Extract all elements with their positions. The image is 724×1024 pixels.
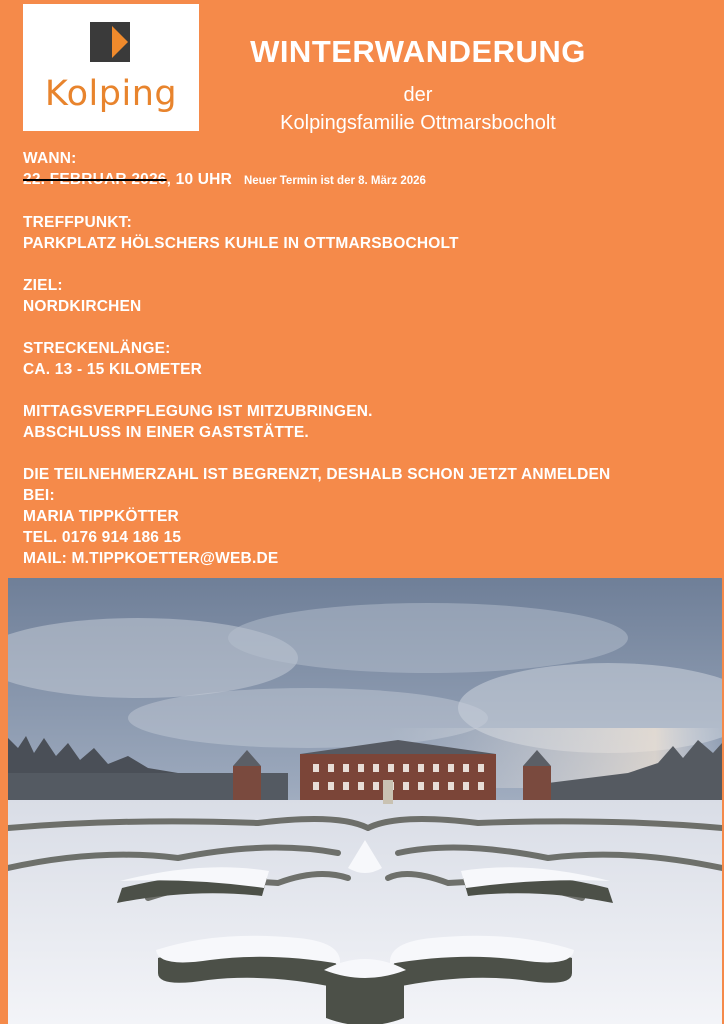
abschluss-text: ABSCHLUSS IN EINER GASTSTÄTTE. bbox=[23, 424, 309, 441]
flyer-title: WINTERWANDERUNG bbox=[250, 34, 586, 69]
strecke-value: CA. 13 - 15 KILOMETER bbox=[23, 361, 203, 378]
treffpunkt-label: TREFFPUNKT: bbox=[23, 214, 132, 231]
wann-label: WANN: bbox=[23, 150, 77, 167]
wann-line bbox=[23, 170, 426, 191]
logo-wordmark: Kolping bbox=[44, 74, 178, 114]
anmeldung-bei: BEI: bbox=[23, 487, 55, 504]
contact-phone: TEL. 0176 914 186 15 bbox=[23, 529, 182, 546]
ziel-value: NORDKIRCHEN bbox=[23, 298, 142, 315]
verpflegung-text: MITTAGSVERPFLEGUNG IST MITZUBRINGEN. bbox=[23, 403, 373, 420]
castle-winter-photo bbox=[8, 578, 722, 1024]
new-date-note: Neuer Termin ist der 8. März 2026 bbox=[243, 175, 426, 187]
treffpunkt-value: PARKPLATZ HÖLSCHERS KUHLE IN OTTMARSBOCHOLT bbox=[23, 235, 459, 252]
subtitle-organizer: Kolpingsfamilie Ottmarsbocholt bbox=[280, 112, 556, 134]
contact-name: MARIA TIPPKÖTTER bbox=[23, 508, 179, 525]
old-date: 22. FEBRUAR 2026 bbox=[23, 171, 167, 188]
contact-mail: MAIL: M.TIPPKOETTER@WEB.DE bbox=[23, 550, 279, 567]
anmeldung-text: DIE TEILNEHMERZAHL IST BEGRENZT, DESHALB SCHON JETZT ANMELDEN bbox=[23, 466, 611, 483]
subtitle-der: der bbox=[403, 84, 433, 106]
time: , 10 UHR bbox=[166, 171, 232, 188]
ziel-label: ZIEL: bbox=[23, 277, 63, 294]
kolping-logo bbox=[23, 4, 199, 131]
strecke-label: STRECKENLÄNGE: bbox=[23, 340, 171, 357]
kolping-k-icon bbox=[90, 22, 130, 62]
